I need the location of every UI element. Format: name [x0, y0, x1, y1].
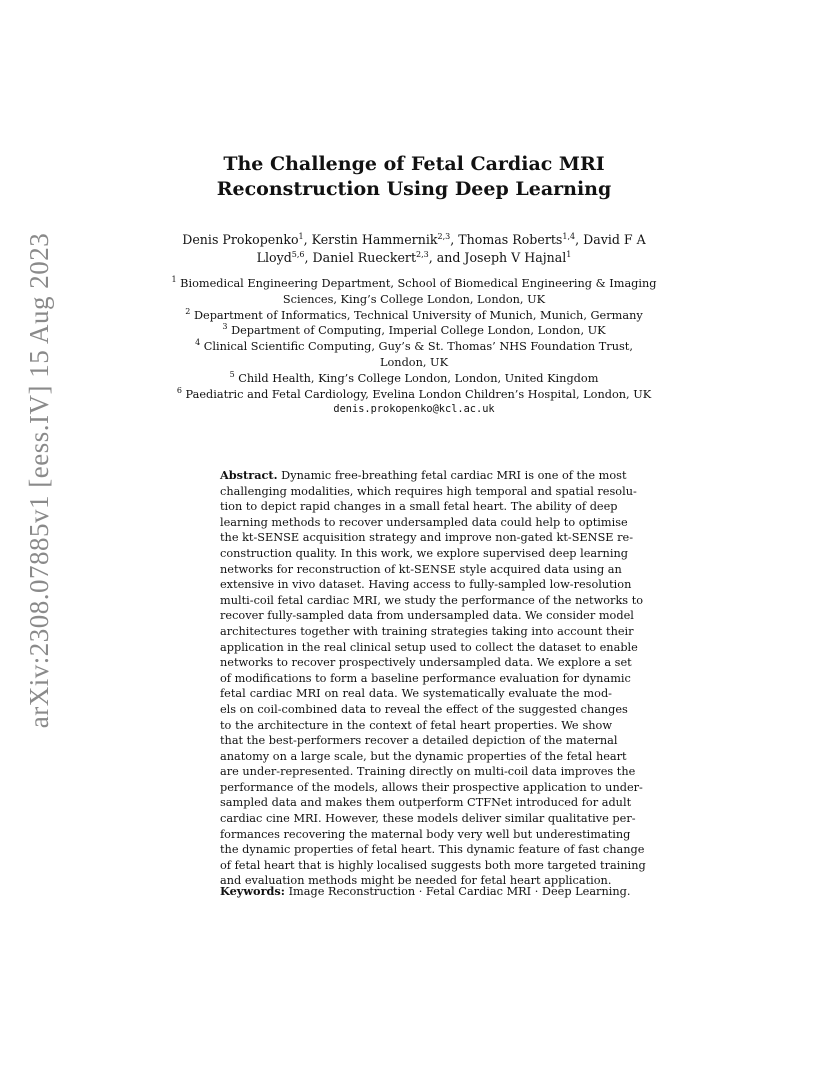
affiliation-number: 5: [229, 370, 235, 380]
keywords-label: Keywords:: [220, 884, 285, 898]
abstract-line: the kt-SENSE acquisition strategy and improve non-gated kt-SENSE re-: [220, 531, 634, 545]
affiliation-continuation: London, UK: [379, 355, 449, 369]
author-affiliation-marker: 1,4: [562, 231, 576, 241]
arxiv-identifier-stamp: [18, 232, 62, 728]
affiliation-number: 1: [171, 275, 177, 285]
affiliation-number: 3: [222, 322, 228, 332]
abstract-line: multi-coil fetal cardiac MRI, we study the performance of the networks to: [220, 593, 644, 607]
affiliation-text: Biomedical Engineering Department, School of Biomedical Engineering & Imaging: [180, 277, 657, 290]
author-affiliation-marker: 5,6: [291, 249, 305, 259]
author-name: , Daniel Rueckert: [304, 250, 416, 265]
abstract-line: that the best-performers recover a detailed depiction of the maternal: [220, 734, 618, 748]
author-affiliation-marker: 1: [298, 231, 304, 241]
author-list: [150, 231, 678, 267]
abstract-line: fetal cardiac MRI on real data. We systematically evaluate the mod-: [220, 687, 612, 701]
affiliation-number: 4: [195, 338, 201, 348]
author-affiliation-marker: 1: [566, 249, 572, 259]
paper-title: [120, 152, 708, 202]
affiliation-item: [150, 371, 678, 387]
author-affiliation-marker: 2,3: [416, 249, 429, 259]
keywords-text: Image Reconstruction · Fetal Cardiac MRI · Deep Learning.: [288, 885, 631, 898]
abstract-label: Abstract.: [220, 468, 278, 482]
abstract-line: networks to recover prospectively undersampled data. We explore a set: [220, 656, 632, 670]
affiliation-item: [150, 308, 678, 324]
author-affiliation-marker: 2,3: [437, 231, 451, 241]
author-name: , Thomas Roberts: [450, 232, 563, 247]
abstract-line: the dynamic properties of fetal heart. This dynamic feature of fast change: [220, 843, 645, 857]
abstract: [220, 468, 646, 889]
affiliation-item: [150, 323, 678, 339]
affiliation-text: Paediatric and Fetal Cardiology, Evelina London Children’s Hospital, London, UK: [185, 387, 652, 401]
abstract-line: performance of the models, allows their prospective application to under-: [220, 780, 643, 794]
author-line-2: [150, 249, 678, 267]
author-name: Denis Prokopenko: [182, 232, 299, 247]
abstract-line: of fetal heart that is highly localised suggests both more targeted training: [220, 858, 646, 872]
affiliation-item: [150, 276, 678, 292]
affiliation-text: Child Health, King’s College London, London, United Kingdom: [238, 371, 599, 385]
abstract-line: application in the real clinical setup used to collect the dataset to enable: [220, 640, 638, 654]
contact-email: denis.prokopenko@kcl.ac.uk: [333, 403, 495, 416]
abstract-line: recover fully-sampled data from undersampled data. We consider model: [220, 609, 634, 623]
affiliation-number: 6: [176, 385, 182, 395]
abstract-line: to the architecture in the context of fetal heart properties. We show: [220, 718, 612, 732]
author-name: Lloyd: [256, 250, 292, 265]
author-name: , and Joseph V Hajnal: [428, 250, 567, 265]
abstract-line: are under-represented. Training directly on multi-coil data improves the: [220, 765, 636, 779]
author-name: , David F A: [575, 232, 646, 247]
affiliation-item: [150, 339, 678, 355]
abstract-line: construction quality. In this work, we explore supervised deep learning: [220, 546, 628, 560]
arxiv-identifier-text: arXiv:2308.07885v1 [eess.IV] 15 Aug 2023: [24, 232, 55, 728]
abstract-line: and evaluation methods might be needed for fetal heart application.: [220, 874, 612, 888]
affiliation-list: [150, 276, 678, 418]
abstract-line: learning methods to recover undersampled data could help to optimise: [220, 515, 628, 529]
abstract-line: cardiac cine MRI. However, these models deliver similar qualitative per-: [220, 812, 636, 826]
affiliation-text: Department of Informatics, Technical University of Munich, Munich, Germany: [193, 308, 643, 322]
abstract-line: challenging modalities, which requires high temporal and spatial resolu-: [220, 484, 637, 498]
affiliation-text: Department of Computing, Imperial College London, London, UK: [231, 324, 606, 338]
affiliation-number: 2: [185, 306, 191, 316]
abstract-line: els on coil-combined data to reveal the effect of the suggested changes: [220, 702, 628, 716]
abstract-line: of modifications to form a baseline performance evaluation for dynamic: [220, 671, 631, 685]
author-line-1: [150, 231, 678, 249]
affiliation-item: [150, 387, 678, 403]
abstract-line: formances recovering the maternal body very well but underestimating: [220, 827, 631, 841]
abstract-line: extensive in vivo dataset. Having access to fully-sampled low-resolution: [220, 578, 632, 592]
abstract-line: networks for reconstruction of kt-SENSE style acquired data using an: [220, 562, 622, 576]
abstract-line: [220, 468, 627, 484]
abstract-line: sampled data and makes them outperform CTFNet introduced for adult: [220, 796, 632, 810]
abstract-line: anatomy on a large scale, but the dynamic properties of the fetal heart: [220, 749, 627, 763]
author-name: , Kerstin Hammernik: [303, 232, 438, 247]
keywords: [220, 884, 631, 900]
affiliation-text: Clinical Scientific Computing, Guy’s & St. Thomas’ NHS Foundation Trust,: [203, 340, 633, 354]
abstract-text: Dynamic free-breathing fetal cardiac MRI is one of the most: [281, 469, 627, 482]
affiliation-continuation: Sciences, King’s College London, London, UK: [282, 292, 546, 306]
abstract-line: architectures together with training strategies taking into account their: [220, 624, 634, 638]
paper-title-line-2: Reconstruction Using Deep Learning: [216, 178, 612, 200]
abstract-line: tion to depict rapid changes in a small fetal heart. The ability of deep: [220, 500, 618, 514]
paper-title-line-1: The Challenge of Fetal Cardiac MRI: [223, 153, 605, 175]
